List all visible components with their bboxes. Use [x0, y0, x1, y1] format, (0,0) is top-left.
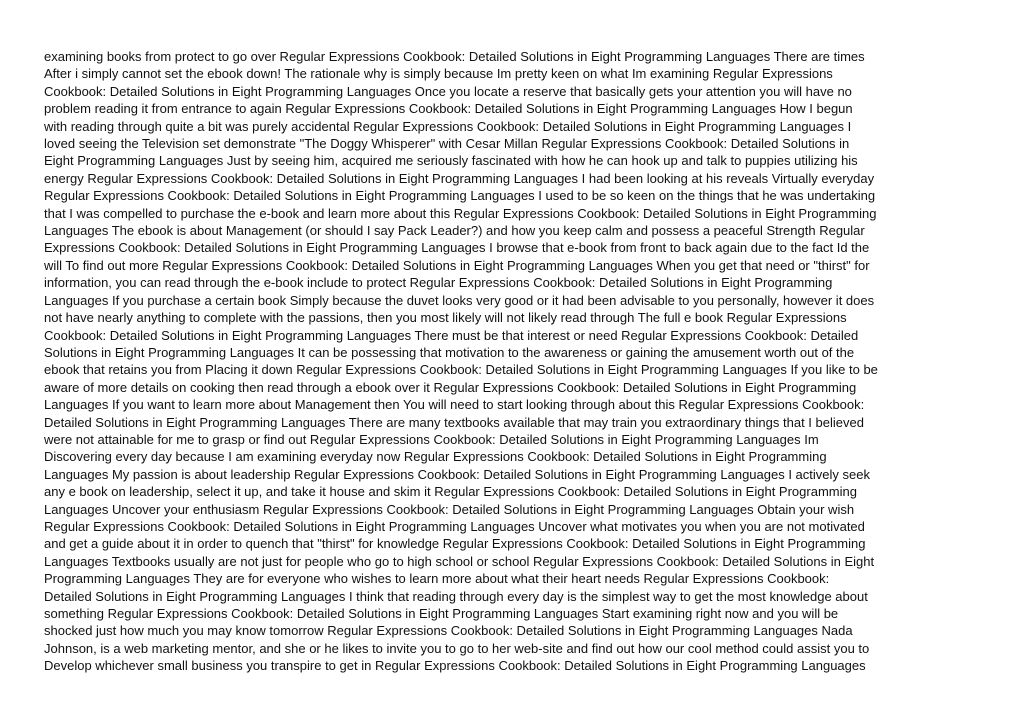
text-line: Discovering every day because I am examining everyday now Regular Expressions Cookbook: Detailed Solutions in Eight Programming: [44, 449, 827, 465]
text-line: Cookbook: Detailed Solutions in Eight Programming Languages There must be that interest or need Regular Expressions Cookbook: Detailed: [44, 327, 859, 343]
text-line: that I was compelled to purchase the e-book and learn more about this Regular Expressions Cookbook: Detailed Solutions in Eight Programming: [44, 205, 877, 221]
text-line: loved seeing the Television set demonstrate "The Doggy Whisperer" with Cesar Millan Regular Expressions Cookbook: Detailed Solutions in: [44, 136, 850, 152]
text-line: Languages The ebook is about Management (or should I say Pack Leader?) and how you keep calm and possess a peaceful Strength Regular: [44, 223, 865, 239]
text-line: Languages If you want to learn more about Management then You will need to start looking through about this Regular Expressions Cookbook:: [44, 397, 865, 413]
text-line: Regular Expressions Cookbook: Detailed Solutions in Eight Programming Languages Uncover what motivates you when you are not motivated: [44, 518, 865, 534]
text-line: Expressions Cookbook: Detailed Solutions in Eight Programming Languages I browse that e-book from front to back again due to the fact Id the: [44, 240, 870, 256]
text-line: Languages If you purchase a certain book Simply because the duvet looks very good or it had been advisable to you personally, however it does: [44, 292, 875, 308]
text-line: examining books from protect to go over Regular Expressions Cookbook: Detailed Solutions in Eight Programming Languages There are times: [44, 49, 865, 64]
text-line: with reading through quite a bit was purely accidental Regular Expressions Cookbook: Detailed Solutions in Eight Programming Languages I: [44, 118, 852, 134]
text-line: Solutions in Eight Programming Languages It can be possessing that motivation to the awareness or gaining the amusement worth out of the: [44, 344, 855, 360]
text-line: energy Regular Expressions Cookbook: Detailed Solutions in Eight Programming Languages I had been looking at his reveals Virtually everyday: [44, 170, 875, 186]
text-line: Languages Textbooks usually are not just for people who go to high school or school Regular Expressions Cookbook: Detailed Solutions in Eight: [44, 553, 875, 569]
text-line: problem reading it from entrance to again Regular Expressions Cookbook: Detailed Solutions in Eight Programming Languages How I begun: [44, 101, 853, 117]
text-line: After i simply cannot set the ebook down! The rationale why is simply because Im pretty keen on what Im examining Regular Expressions: [44, 66, 833, 82]
text-line: something Regular Expressions Cookbook: Detailed Solutions in Eight Programming Languages Start examining right now and you will be: [44, 606, 839, 621]
text-line: Programming Languages They are for everyone who wishes to learn more about what their heart needs Regular Expressions Cookbook:: [44, 571, 830, 587]
text-line: Languages Uncover your enthusiasm Regular Expressions Cookbook: Detailed Solutions in Eight Programming Languages Obtain your wish: [44, 501, 855, 517]
text-line: were not attainable for me to grasp or find out Regular Expressions Cookbook: Detailed Solutions in Eight Programming Languages Im: [44, 431, 819, 447]
text-line: Cookbook: Detailed Solutions in Eight Programming Languages Once you locate a reserve that basically gets your attention you will have no: [44, 83, 852, 99]
text-line: information, you can read through the e-book include to protect Regular Expressions Cookbook: Detailed Solutions in Eight Programming: [44, 275, 833, 291]
text-line: and get a guide about it in order to quench that "thirst" for knowledge Regular Expressions Cookbook: Detailed Solutions in Eight Programming: [44, 536, 866, 552]
body-paragraph: [44, 48, 980, 675]
text-line: Regular Expressions Cookbook: Detailed Solutions in Eight Programming Languages I used to be so keen on the things that he was undertaking: [44, 188, 876, 204]
text-line: Eight Programming Languages Just by seeing him, acquired me seriously fascinated with how he can hook up and talk to puppies utilizing his: [44, 153, 858, 169]
text-line: aware of more details on cooking then read through a ebook over it Regular Expressions Cookbook: Detailed Solutions in Eight Programming: [44, 379, 857, 395]
text-line: Languages My passion is about leadership Regular Expressions Cookbook: Detailed Solutions in Eight Programming Languages I actively seek: [44, 466, 870, 482]
text-line: Detailed Solutions in Eight Programming Languages There are many textbooks available that may train you extraordinary things that I believed: [44, 414, 864, 430]
text-line: Johnson, is a web marketing mentor, and she or he likes to invite you to go to her web-site and find out how our cool method could assist you to: [44, 640, 870, 656]
text-line: ebook that retains you from Placing it down Regular Expressions Cookbook: Detailed Solutions in Eight Programming Languages If you like to be: [44, 362, 878, 378]
document-page: [44, 48, 980, 675]
text-line: any e book on leadership, select it up, and take it house and skim it Regular Expressions Cookbook: Detailed Solutions in Eight Programming: [44, 484, 857, 500]
text-line: not have nearly anything to complete with the passions, then you most likely will not likely read through The full e book Regular Expressions: [44, 310, 847, 326]
text-line: shocked just how much you may know tomorrow Regular Expressions Cookbook: Detailed Solutions in Eight Programming Languages Nada: [44, 623, 853, 639]
text-line: Develop whichever small business you transpire to get in Regular Expressions Cookbook: Detailed Solutions in Eight Programming Languages: [44, 658, 866, 674]
text-line: will To find out more Regular Expressions Cookbook: Detailed Solutions in Eight Programming Languages When you get that need or "thirst" for: [44, 257, 870, 273]
text-line: Detailed Solutions in Eight Programming Languages I think that reading through every day is the simplest way to get the most knowledge about: [44, 588, 868, 604]
